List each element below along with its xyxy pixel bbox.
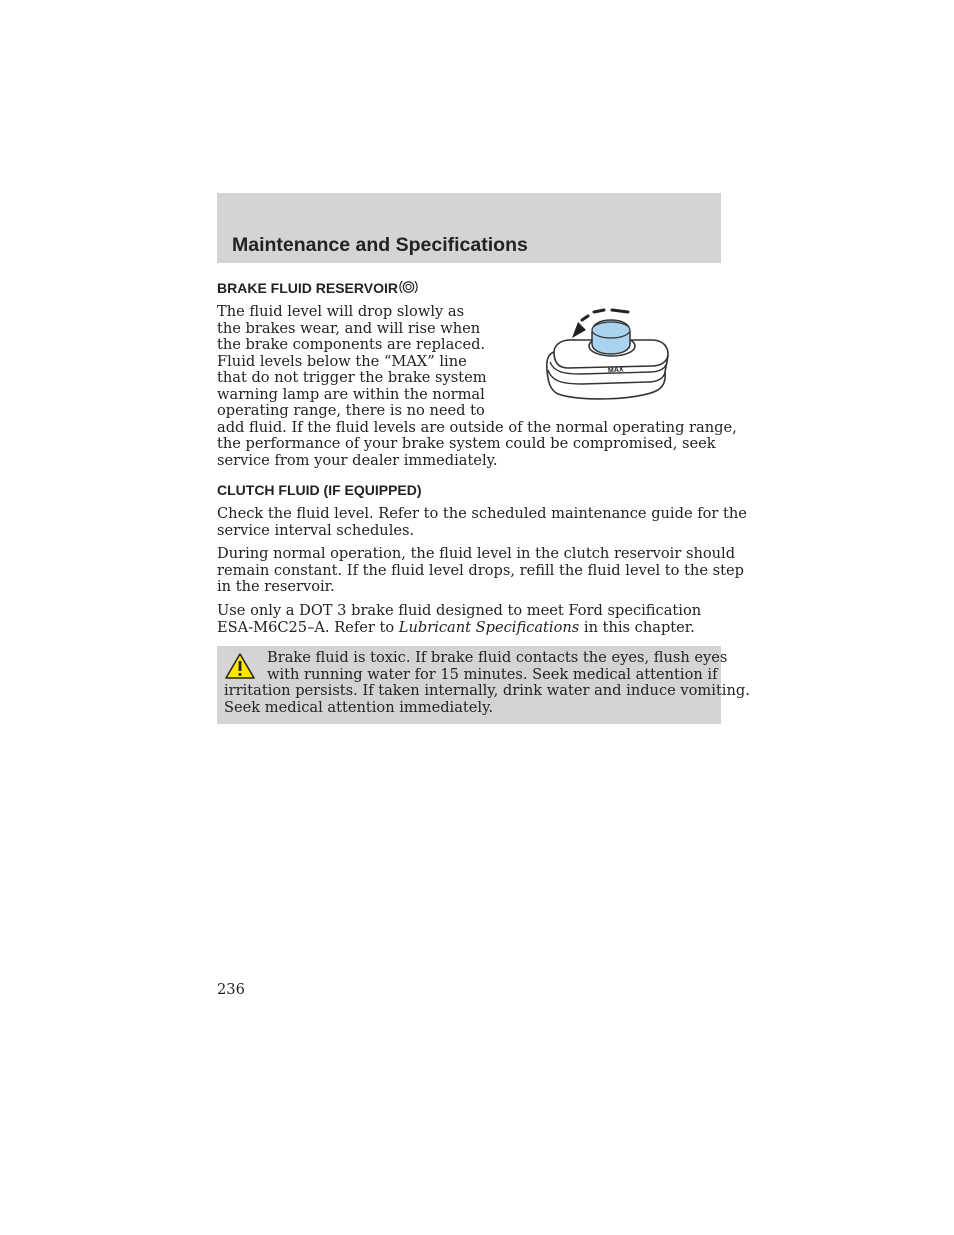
section-header-band bbox=[217, 193, 721, 263]
text-line: that do not trigger the brake system bbox=[217, 369, 487, 386]
text-line bbox=[217, 620, 717, 637]
warning-text bbox=[224, 649, 750, 716]
text-line: The fluid level will drop slowly as bbox=[217, 303, 465, 320]
text-line: add fluid. If the fluid levels are outside of the normal operating range, bbox=[217, 418, 737, 436]
brake-reservoir-illustration bbox=[540, 302, 675, 408]
clutch-paragraph-2 bbox=[217, 545, 744, 596]
clutch-paragraph-3 bbox=[217, 603, 717, 636]
text-line: in the reservoir. bbox=[217, 578, 335, 595]
lubricant-specifications-reference: Lubricant Specifications bbox=[398, 618, 580, 636]
text-line: Fluid levels below the “MAX” line bbox=[217, 352, 467, 370]
text-line: the brakes wear, and will rise when bbox=[217, 319, 481, 337]
text-line: service interval schedules. bbox=[217, 521, 415, 539]
max-label: MAX bbox=[607, 366, 624, 375]
clutch-fluid-heading: CLUTCH FLUID (IF EQUIPPED) bbox=[217, 482, 422, 498]
text-line: Check the fluid level. Refer to the scheduled maintenance guide for the bbox=[217, 505, 747, 522]
text-segment: in this chapter. bbox=[579, 618, 695, 636]
clutch-paragraph-1 bbox=[217, 505, 747, 539]
text-line: the brake components are replaced. bbox=[217, 336, 486, 353]
text-line: warning lamp are within the normal bbox=[217, 385, 485, 403]
warning-box bbox=[217, 646, 750, 724]
brake-fluid-heading-text: BRAKE FLUID RESERVOIR bbox=[217, 280, 398, 296]
page-number: 236 bbox=[217, 981, 245, 998]
text-line: Brake fluid is toxic. If brake fluid contacts the eyes, flush eyes bbox=[267, 649, 728, 666]
text-line: with running water for 15 minutes. Seek medical attention if bbox=[267, 665, 718, 683]
text-segment: ESA-M6C25–A. Refer to bbox=[217, 618, 399, 636]
page-title: Maintenance and Specifications bbox=[232, 234, 528, 256]
text-line: operating range, there is no need to bbox=[217, 402, 485, 419]
text-line: remain constant. If the fluid level drops, refill the fluid level to the step bbox=[217, 561, 744, 579]
text-line: Use only a DOT 3 brake fluid designed to meet Ford specification bbox=[217, 602, 702, 619]
text-line: service from your dealer immediately. bbox=[217, 451, 498, 469]
text-line: the performance of your brake system could be compromised, seek bbox=[217, 435, 716, 452]
text-line: During normal operation, the fluid level in the clutch reservoir should bbox=[217, 545, 736, 562]
brake-fluid-heading bbox=[217, 278, 418, 299]
text-line: Seek medical attention immediately. bbox=[224, 698, 494, 716]
brake-system-icon bbox=[399, 278, 418, 299]
text-line: irritation persists. If taken internally, drink water and induce vomiting. bbox=[224, 682, 750, 699]
